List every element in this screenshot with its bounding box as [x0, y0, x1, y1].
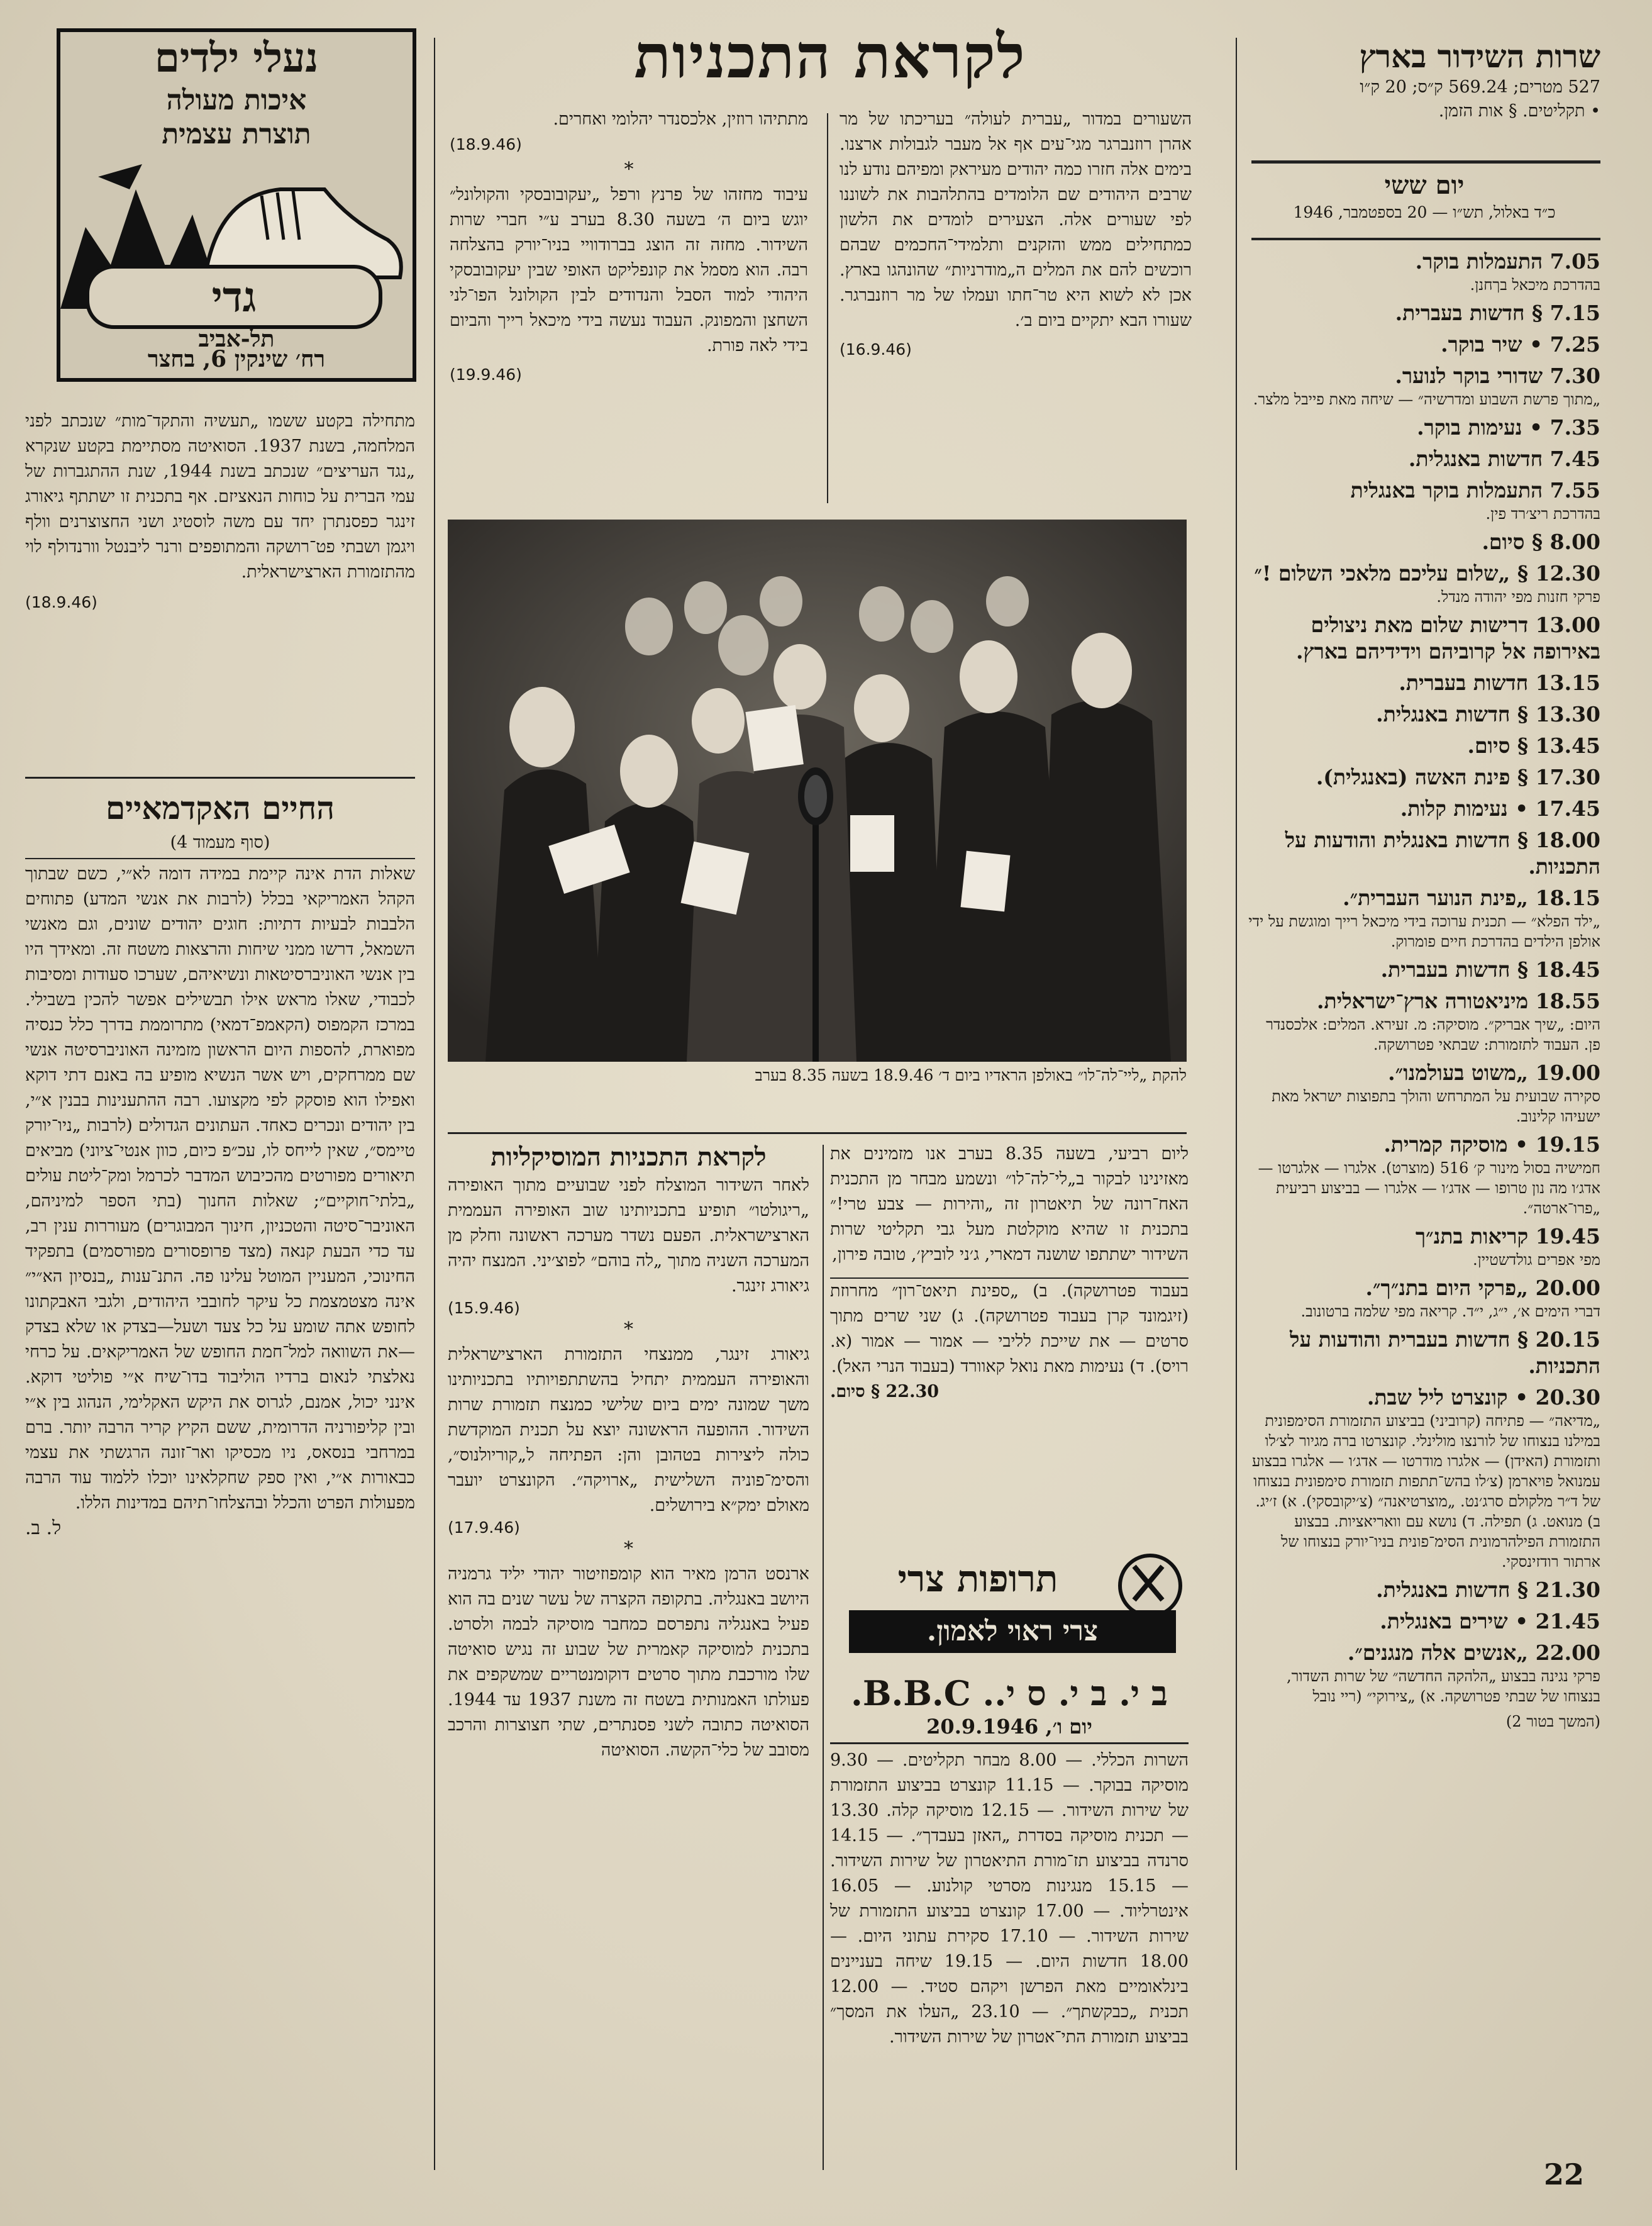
program-title: 8.00 § סיום. [1482, 530, 1600, 554]
ad-line-2: איכות מעולה [166, 84, 307, 116]
main-headline: לקראת התכניות [634, 21, 1026, 92]
program-item [1248, 415, 1600, 441]
program-title: 13.30 § חדשות באנגלית. [1376, 702, 1600, 726]
program-desc: פרקי חזנות מפי יהודה מנדל. [1436, 588, 1600, 606]
left-section-rule [25, 777, 415, 779]
tzori-logo-icon [1118, 1554, 1182, 1618]
program-title: 13.15 חדשות בעברית. [1399, 671, 1600, 695]
bbc-text: השרות הכללי. — 8.00 מבחר תקליטים. — 9.30 מוסיקה בבוקר. — 11.15 קונצרט בביצוע התזמורת של שירות השידור. — 12.15 מוסיקה קלה. 13.30 — תכנית מוסיקה בסדרת „האזן בעבדך״. — 14.15 סרנדה בביצוע תז־מורת התיאטרון של שירות השידור. — 15.15 מנגינות מסרטי קולנוע. — 16.05 אינטרליוד. — 17.00 קונצרט בביצוע התזמורת של שירות השידור. — 17.10 סקירת עתוני היום. — 18.00 חדשות היום. — 19.15 שיחה בעניינים בינלאומיים מאת הפרשן ויקהם סטיד. — 12.00 תכנית „כבקשתך״. — 23.10 „העלו את המסך״ בביצוע תזמורת התי־אטרון של שירות השידור. [830, 1750, 1189, 2047]
program-desc: בהדרכת מיכאל בךחנן. [1470, 276, 1600, 294]
program-item [1248, 560, 1600, 607]
program-desc: „ילד הפלא״ — תכנית ערוכה בידי מיכאל רייך ומוגשת על ידי אולפן הילדים בהדרכת חיים פומרוק. [1248, 913, 1600, 950]
program-title: 7.15 § חדשות בעברית. [1395, 301, 1600, 325]
academic-continued: (סוף מעמוד 4) [170, 833, 270, 852]
program-item [1248, 1711, 1600, 1732]
program-title: 20.15 § חדשות בעברית והודעות על התכניות. [1290, 1327, 1600, 1378]
program-item [1248, 701, 1600, 728]
radio-header-rule [1251, 160, 1600, 164]
radio-frequency: 527 מטרים; 569.24 ק״ס; 20 ק״ו [1360, 77, 1600, 97]
academic-signature: ל. ב. [25, 1517, 62, 1539]
program-item [1248, 764, 1600, 791]
music-headline: לקראת התכניות המוסיקליות [491, 1142, 767, 1172]
page-number: 22 [1544, 2157, 1585, 2191]
radio-day: יום ששי [1384, 170, 1465, 200]
article-jacobowsky-text: עיבוד מחזהו של פרנץ ורפל „יעקובובסקי והקולונל״ יוגש ביום ה׳ בשעה 8.30 בערב ע״י חברי שרות השידור. מחזה זה הוצג בברודוויי בניו־יורק בהצלחה רבה. הוא מסמל את קונפליקט האופי שבין יעקובובסקי היהודי למוד הסבל והנדודים לבין הקולונל הפו־לני השחצן והמפונק. העבוד נעשה בידי מיכאל רייך והביום בידי לאה פורת. [450, 185, 808, 355]
article-hebrew-lessons-text: השעורים במדור „עברית לעולה״ בעריכתו של מר אהרן רוזנברגר מגי־עים אף אל מעבר לגבולות ארצנו. בימים אלה חזרו כמה יהודים מעיראק ומפיהם נודע לנו שרבים היהודים שם הלומדים בהתלהבות את לשוננו לפי שעורים אלה. הצעירים לומדים את הלשון כמתחילים ממש והזקנים ותלמידי־החכמים שבהם רוכשים להם את המלים ה„מודרניות״ שהונהגו בארץ. אכן לא לשוא היא טר־חתו ועמלו של מר רוזנברגר. שעורו הבא יתקיים ביום ב׳. [840, 109, 1192, 330]
column-divider-mid-top [827, 113, 828, 503]
program-title: 7.05 התעמלות בוקר. [1415, 249, 1600, 274]
column-divider-right [1236, 38, 1237, 2170]
program-title: 20.00 „פרקי היום בתנ״ך״. [1365, 1276, 1600, 1300]
program-item [1248, 827, 1600, 880]
program-desc: סקירה שבועית על המתרחש והולך בתפוצות ישראל מאת ישעיהו קלינוב. [1272, 1088, 1600, 1125]
gadi-brand: גדי [211, 272, 257, 321]
program-desc: דברי הימים א׳, י״ג, י״ד. קריאה מפי שלמה ברטונוב. [1300, 1303, 1600, 1320]
radio-title: שרות השידור בארץ [1359, 38, 1600, 75]
gadi-logo [86, 265, 382, 329]
program-title: 18.00 § חדשות באנגלית והודעות על התכניות. [1285, 828, 1600, 879]
program-title: 17.45 • נעימות קלות. [1400, 796, 1600, 821]
article-lilalo-text: ליום רביעי, בשעה 8.35 בערב אנו מזמינים את מאזינינו לבקור ב„לי־לה־לו״ ונשמע מבחר מן התכנית האח־רונה של תיאטרון זה „והירות — צבע טרי!״ בתכנית זו שהיא מוקלטת מעל גבי תקליטי שרות השידור ישתתפו שושנה דמארי, ג׳ני לוביץ׳, טובה פירון, [830, 1144, 1189, 1264]
article-lilalo-end: 22.30 § סיום. [830, 1382, 940, 1401]
program-title: 13.45 § סיום. [1467, 733, 1600, 758]
program-item [1248, 1060, 1600, 1127]
program-item [1248, 1132, 1600, 1218]
article-hebrew-lessons-date: (16.9.46) [840, 340, 912, 359]
program-title: 19.15 • מוסיקה קמרית. [1383, 1132, 1600, 1157]
program-desc: היום: „שיך אבריק״. מוסיקה: מ. זעירא. המלים: אלכסנדר פן. העבוד לתזמורת: שבתאי פטרושקה. [1266, 1016, 1600, 1054]
ad-line-1: נעלי ילדים [154, 35, 319, 82]
article-lilalo-text2: בעבוד פטרושקה). ב) „ספינת תיאט־רון״ מחרוזת (זיגמונד קרן בעבוד פטרושקה). ג) שני שרים מתוך סרטים — את שייכת לליבי — אמור — אמור (א. רויס). ד) נעימות מאת נואל קאוורד (בעבוד הנרי האל). [830, 1281, 1189, 1376]
music-text-3: ארנסט הרמן מאיר הוא קומפוזיטור יהודי יליד גרמניה היושב באנגליה. בתקופה הקצרה של עשר שנים בה הוא פעיל באנגליה נתפרסם כמחבר מוסיקה לבמה ולסרט. בתכנית למוסיקה קאמרית של שבוע זה נגיש סואיטה שלו מורכבת מתוך סרטים דוקומנטריים שמשקפים את פעולתו האמנותית בשטח זה משנת 1937 עד 1944. הסואיטה כתובה לשני פסנתרים, שתי חצוצרות והרכב מסובב של כלי־הקשה. הסואיטה [448, 1564, 810, 1760]
academic-headline: החיים האקדמאיים [105, 789, 335, 826]
column-divider-lower [823, 1145, 824, 2170]
article-jacobowsky-top: מתתיהו רוזין, אלכסנדר יהלומי ואחרים. [553, 109, 808, 129]
program-item [1248, 1608, 1600, 1635]
program-item [1248, 1384, 1600, 1572]
program-item [1248, 363, 1600, 409]
bbc-rule [830, 1742, 1189, 1744]
program-title: 18.15 „פינת הנוער העברית״. [1343, 886, 1600, 910]
article-jacobowsky [450, 107, 808, 387]
program-title: 19.45 קריאות בתנ״ך [1415, 1224, 1600, 1249]
music-date-1: (15.9.46) [448, 1299, 520, 1317]
music-date-2: (17.9.46) [448, 1518, 520, 1537]
program-title: 7.55 התעמלות בוקר באנגלית [1350, 478, 1600, 503]
radio-legend: • תקליטים. § אות הזמן. [1438, 101, 1600, 121]
article-jacobowsky-top-date: (18.9.46) [450, 135, 522, 153]
program-item [1248, 733, 1600, 759]
program-title: 19.00 „משוט בעולמנו״. [1388, 1060, 1600, 1085]
program-desc: „מדיאה״ — פתיחה (קרוביני) בביצוע התזמורת הסימפונית במילנו בנצוחו של לורנצו מולינלי. קונצרטו ברה מגיור לצ׳לו ותזמורת (האידן) — אלגרו מודרטו — אדג׳ו — אלגרו בבצוע עמנואל פויארמן (צ׳לו בהש־תתפות תזמורת סימפונית בנצוחו של ד״ר מלקולם סרג׳נט. „מוצרטיאנה״ (צ׳יקובסקי). א) ז׳יג. ב) מנואט. ג) תפילה. ד) נושא עם וואריאציות. בבצוע התזמורת הפילהרמונית הסימ־פונית בניו־יורק בנצוחו של ארתור רודזינסקי. [1251, 1412, 1600, 1571]
program-item [1248, 670, 1600, 696]
program-list [1248, 248, 1600, 1737]
lilalo-rule [830, 1277, 1189, 1279]
program-item [1248, 248, 1600, 295]
program-title: 21.45 • שירים באנגלית. [1380, 1609, 1600, 1633]
program-desc: (המשך בטור 2) [1505, 1713, 1600, 1730]
program-desc: פרקי נגינה בבצוע „הלהקה החדשה״ של שרות השדור, בנצוחו של שבתי פטרושקה. א) „צירוקי״ (ריי נובל [1286, 1667, 1600, 1705]
program-title: 18.45 § חדשות בעברית. [1380, 957, 1600, 982]
music-text-1: לאחר השידור המוצלח לפני שבועיים מתוך האופירה „ריגולטו״ תופיע בתכניותינו שוב האופירה העממית הארצישראלית. הפעם נשדר מערכה ראשונה וחלק מן המערכה השניה מתוך „לה בוהם״ לפוצ׳יני. המנצח יהיה גיאורג זינגר. [448, 1176, 809, 1296]
program-item [1248, 1275, 1600, 1322]
separator-star: * [624, 159, 634, 181]
program-title: 7.25 • שיר בוקר. [1441, 332, 1600, 357]
program-item [1248, 796, 1600, 822]
program-title: 13.00 דרישות שלום מאת ניצולים באירופה אל קרוביהם וידידיהם בארץ. [1295, 613, 1600, 664]
ad-city: תל-אביב [198, 326, 275, 352]
bbc-section [830, 1673, 1189, 2050]
program-item [1248, 988, 1600, 1055]
program-title: 21.30 § חדשות באנגלית. [1376, 1578, 1600, 1602]
program-item [1248, 1223, 1600, 1270]
tzori-brand: תרופות צרי [897, 1557, 1058, 1600]
academic-rule [25, 858, 415, 859]
gadi-shoes-ad [57, 28, 416, 382]
article-lilalo [830, 1142, 1189, 1405]
column-divider-left [434, 38, 435, 2170]
photo-image [448, 520, 1187, 1062]
tzori-slogan: צרי ראוי לאמון. [849, 1610, 1176, 1653]
radio-day-date: כ״ד באלול, תש״ו — 20 בספטמבר, 1946 [1293, 203, 1556, 221]
radio-schedule-column [1248, 38, 1600, 123]
music-text-2: גיאורג זינגר, ממנצחי התזמורת הארצישראלית והאופירה העממית יתחיל בהשתתפויותיו בתכניותינו משך שמונה ימים ביום שלישי כמנצח תזמורת שרות השידור. ההופעה הראשונה יוצא על תכנית המוקדשת כולה ליצירות בטהובן והן: הפתיחה ל„קוריולנוס״, והסימ־פוניה השלישית „ארויקה״. הקונצרט יועבר מאולם ימק״א בירושלים. [448, 1345, 809, 1515]
ad-address: רח׳ שינקין 6, בחצר [147, 346, 326, 372]
music-star-1: * [624, 1318, 633, 1340]
radio-day-block [1248, 170, 1600, 224]
article-jacobowsky-date: (19.9.46) [450, 365, 522, 384]
program-title: 17.30 § פינת האשה (באנגלית). [1316, 765, 1600, 789]
program-title: 12.30 § „שלום עליכם מלאכי השלום !״ [1254, 561, 1600, 586]
bbc-date: יום ו׳, 20.9.1946 [926, 1715, 1092, 1739]
program-title: 22.00 „אנשים אלה מנגנים״. [1347, 1640, 1600, 1665]
program-desc: מפי אפרים גולדשטיין. [1472, 1251, 1600, 1269]
academic-body: שאלות הדת אינה קיימת במידה דומה לא״י, כשם שבתוך הקהל האמריקאי בכלל (לרבות את אנשי המדע) פתוחים הלבבות לבעיות דתיות: חוגים יהודים שונים, וגם מאנשי השמאל, דרשו ממני שיחות והרצאות משטח זה. ומאידך היו בין אנשי האוניברסיטאות ונשיאיהם, שערכו סעודות ומסיבות לכבודי, שאלו מראש אילו תבשילים אפשר להכין בשבילי. במרכז הקמפוס (הקאמפ־דמאי) מתרוממת בדרך כלל כנסיה מפוארת, להספות היום הראשון מזמינה האוניברסיטה אנשי שם ממרחקים, ויש אשר הנשיא מופיע בה באנם דתי דוקא ואפילו הוא פוסקק לפי מקצועו. רבה ההתענינות בבנין א״י, בין יהודים ונכרים כאחד. העתונים הגדולים (לרבות „ניו־יורק טיימס״, שאין לייחס לו, עכ״פ כיום, כוון אנטי־ציוני) מביאים תיאורים מפורטים מהכיבוש המדבר לכרמל ומק־ליטת עולים „בלתי־חוקיים״; שאלות החנוך (בתי הספר למיניהם, האוניבר־סיטה והטכניון, חינוך המבוגרים) מעוררות ענין רב, עד כדי הבעת קנאה (מצד פרופסורים מפורסמים) בתפקיד החינוכי, המעניין המוטל עלינו פה. התנ־ענות „בנסיון הא״י״ אינה מצטמצמת כל עיקר לחובבי היהודים, ולגבי האבקתונו לחופש אתה שומע על כל צעד ושעל—בצדק או שלא בצדק—את השוואה למל־חמת החופש של האמריקאים. על כרחי נאלצתי לנאום ברדיו הוליבוד בדו־שיח א״י פוליטי דוקא. אינני יכול, אמנם, לגרוס את היקש האקלימי, הנהוג בין א״י ובין קליפורניה הדרומית, ששם הקיץ קריר הרבה יותר. ברם במרחבי בנסאס, ניו מכסיקו ואר־זונה הרגשתי את עצמי כבאורות א״י, ואין ספק שחקלאינו יוכלו ללמוד עוד הרבה מפעולות הפרט והכלל ובהצלחו־תיהם במדינות הללו. [25, 864, 415, 1513]
article-hebrew-lessons [840, 107, 1192, 362]
program-item [1248, 885, 1600, 952]
left-suite-body: מתחילה בקטע ששמו „תעשיה והתקד־מות״ שנכתב לפני המלחמה, בשנת 1937. הסואיטה מסתיימת בקטע שנקרא „נגד העריצים״ שנכתב בשנת 1944, שנת ההתגברות של עמי הברית על כוחות הנאציזם. אף בתכנית זו ישתתף גיאורג זינגר כפסנתרן יחד עם משה לוסטיג ושני החצוצרנים וולף ויגמן ושבתי פט־רושקה והמתופפים ורנר ליבנטל וורנדולף לוי מהתזמורת הארצישראלית. [25, 411, 415, 582]
left-suite-date: (18.9.46) [25, 593, 97, 611]
program-item [1248, 446, 1600, 472]
program-item [1248, 1577, 1600, 1603]
academic-life-article [25, 786, 415, 1541]
program-title: 20.30 • קונצרט ליל שבת. [1367, 1385, 1600, 1410]
radio-day-rule [1251, 238, 1600, 240]
photo-bottom-rule [448, 1132, 1187, 1134]
ad-line-3: תוצרת עצמית [162, 118, 311, 150]
program-item [1248, 1640, 1600, 1706]
program-title: 7.30 שדורי בוקר לנוער. [1395, 364, 1600, 388]
program-desc: בהדרכת ריצ׳רד פין. [1485, 505, 1600, 523]
tzori-ad [843, 1554, 1182, 1661]
program-title: 7.45 חדשות באנגלית. [1408, 447, 1600, 471]
program-item [1248, 1327, 1600, 1379]
music-star-2: * [624, 1538, 633, 1560]
program-title: 18.55 מיניאטורה ארץ־ישראלית. [1316, 989, 1600, 1013]
program-item [1248, 331, 1600, 358]
program-item [1248, 300, 1600, 326]
program-desc: „מתוך פרשת השבוע ומדרשיה״ — שיחה מאת פייבל מלצר. [1253, 391, 1600, 408]
radio-studio-photo [448, 520, 1187, 1062]
program-title: 7.35 • נעימות בוקר. [1417, 415, 1600, 440]
program-item [1248, 957, 1600, 983]
program-item [1248, 612, 1600, 665]
photo-caption: להקת „ליי־לה־לו״ באולפן הראדיו ביום ד׳ 18.9.46 בשעה 8.35 בערב [755, 1066, 1187, 1084]
left-suite-text [25, 409, 415, 615]
bbc-title: ב י. ב י. ס י.. B.B.C. [851, 1673, 1168, 1713]
program-desc: חמישיה בסול מינור ק׳ 516 (מוצרט). אלגרו — אלגרטו — אדג׳ו מה נון טרופו — אדג׳ו — אלגרו — בביצוע רביעית „פרו־ארטה״. [1258, 1159, 1600, 1217]
program-item [1248, 529, 1600, 555]
music-column [448, 1142, 809, 1763]
program-item [1248, 477, 1600, 524]
